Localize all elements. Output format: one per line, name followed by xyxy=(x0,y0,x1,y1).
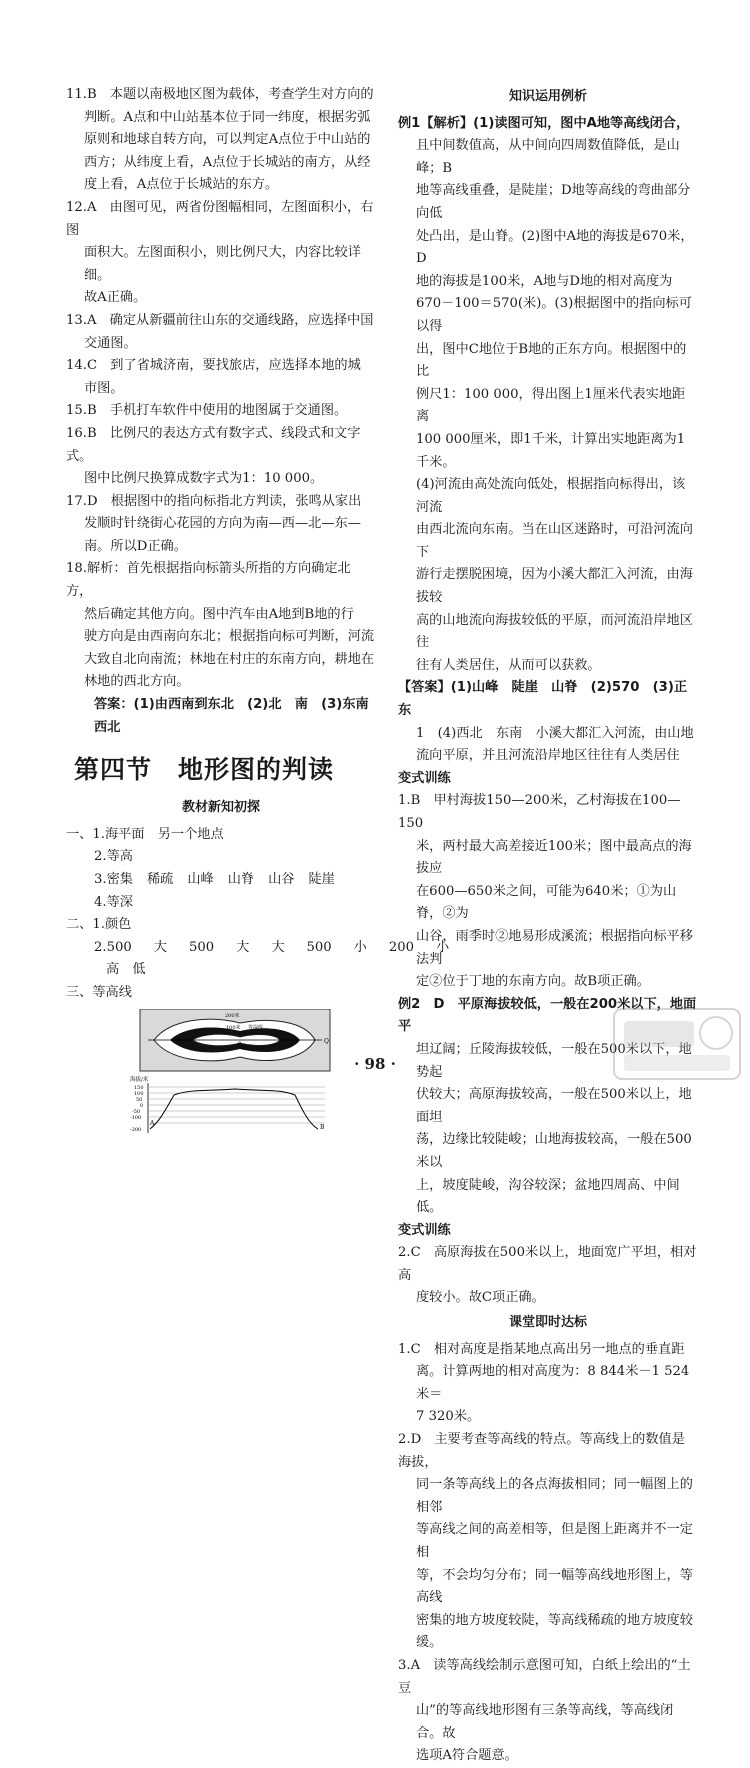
answer-item-line-1: 14.C 到了省城济南，要找旅店，应选择本地的城 xyxy=(66,358,361,374)
class-quiz-item-line-3: 选项A符合题意。 xyxy=(416,1748,518,1764)
class-quiz-item xyxy=(398,1429,698,1655)
drill-2 xyxy=(398,1242,698,1310)
example-1-line-9: 100 000厘米，即1千米，计算出实地距离为1千米。 xyxy=(416,431,686,470)
example-1-line-1: 例1【解析】(1)读图可知，图中A地等高线闭合， xyxy=(398,115,690,131)
example-1-answer-line-3: 流向平原，并且河流沿岸地区往往有人类居住 xyxy=(416,748,680,764)
example-1-line-8: 例尺1：100 000，得出图上1厘米代表实地距离 xyxy=(416,386,686,425)
drill-1-line-1: 1.B 甲村海拔150—200米，乙村海拔在100—150 xyxy=(398,793,681,831)
class-quiz-item-line-1: 3.A 读等高线绘制示意图可知，白纸上绘出的“土豆 xyxy=(398,1657,691,1696)
fig-tick-50: 50 xyxy=(136,1096,143,1103)
example-1-answer-line-2: 1 (4)西北 东南 小溪大都汇入河流，由山地 xyxy=(416,725,694,741)
outline-one-3-e: 山谷 xyxy=(268,872,295,887)
subhead-knowledge: 知识运用例析 xyxy=(508,89,587,104)
outline-two-2b: 高 低 xyxy=(106,962,146,978)
example-2-line-4: 荡，边缘比较陡峻；山地海拔较高，一般在500米以 xyxy=(416,1132,692,1170)
drill-1-line-4: 山谷，雨季时②地易形成溪流；根据指向标平移法判 xyxy=(416,928,693,967)
example-1-answer-line-1: 【答案】(1)山峰 陡崖 山脊 (2)570 (3)正东 xyxy=(398,680,688,719)
watermark-logo xyxy=(612,1007,742,1081)
class-quiz-item xyxy=(398,1655,698,1768)
outline-two-2-h: 200 xyxy=(388,939,415,955)
outline-three: 三、等高线 xyxy=(66,984,132,1000)
answer-item xyxy=(66,84,376,197)
answer-item-line-2: 发顺时针绕街心花园的方向为南—西—北—东— xyxy=(84,516,361,532)
outline-one-3-b: 稀疏 xyxy=(146,872,174,887)
outline-one: 一、1.海平面 另一个地点 xyxy=(66,826,224,842)
example-2-line-1: 例2 D 平原海拔较低，一般在200米以下，地面平 xyxy=(398,996,697,1035)
answer-item-line-4: 西方；从纬度上看，A点位于长城站的南方，从经 xyxy=(84,154,371,170)
class-quiz-item-line-2: 同一条等高线上的各点海拔相同；同一幅图上的相邻 xyxy=(416,1477,693,1515)
fig-axis-title: 海拔/米 xyxy=(130,1076,149,1083)
answer-18-line-1: 答案：(1)由西南到东北 (2)北 南 (3)东南 xyxy=(94,697,369,713)
outline-two: 二、1.颜色 xyxy=(66,917,132,933)
outline-two-2-e: 大 xyxy=(271,939,285,955)
example-1-answer xyxy=(398,677,698,767)
answer-item-line-1: 16.B 比例尺的表达方式有数字式、线段式和文字式。 xyxy=(66,425,361,464)
drill-1-line-3: 在600—650米之间，可能为640米；①为山脊，②为 xyxy=(416,883,677,922)
answer-item-line-1: 17.D 根据图中的指向标指北方判读，张鸣从家出 xyxy=(66,493,362,509)
fig-tick-neg50: -50 xyxy=(132,1108,141,1115)
example-1-line-5: 地的海拔是100米，A地与D地的相对高度为 xyxy=(416,273,673,289)
class-quiz-item-line-2: 离。计算两地的相对高度为：8 844米－1 524米＝ xyxy=(416,1364,690,1402)
drill-1 xyxy=(398,790,698,993)
answer-item-line-1: 13.A 确定从新疆前往山东的交通线路，应选择中国 xyxy=(66,312,374,328)
answer-item-line-5: 度上看，A点位于长城站的东方。 xyxy=(84,177,279,193)
answer-18 xyxy=(66,694,376,739)
answer-item xyxy=(66,310,376,355)
answer-item xyxy=(66,400,376,423)
example-1-line-12: 游行走摆脱困境，因为小溪大都汇入河流，由海拔较 xyxy=(416,567,693,606)
answer-item-line-3: 原则和地球自转方向，可以判定A点位于中山站的 xyxy=(84,132,371,148)
example-2-line-2: 坦辽阔；丘陵海拔较低，一般在500米以下，地势起 xyxy=(416,1041,692,1080)
drill-1-head: 变式训练 xyxy=(398,770,451,786)
class-quiz-item-line-2: 山”的等高线地形图有三条等高线，等高线闭合。故 xyxy=(416,1703,674,1741)
fig-tick-neg100: -100 xyxy=(130,1114,142,1121)
class-quiz-item-line-4: 等，不会均匀分布；同一幅等高线地形图上，等高线 xyxy=(416,1567,693,1606)
answer-item-line-2: 面积大。左图面积小，则比例尺大，内容比较详细。 xyxy=(84,245,361,283)
class-quiz-item-line-3: 等高线之间的高差相等，但是图上距离并不一定相 xyxy=(416,1522,693,1560)
answer-item-line-1: 18.解析：首先根据指向标箭头所指的方向确定北方， xyxy=(66,561,351,600)
outline-two-2-d: 大 xyxy=(236,939,250,955)
example-2-line-3: 伏较大；高原海拔较高，一般在500米以上，地面坦 xyxy=(416,1087,692,1125)
answer-item-line-3: 驶方向是由西南向东北；根据指向标可判断，河流 xyxy=(84,629,375,645)
outline-one-3-d: 山脊 xyxy=(227,872,255,887)
outline-one-3-c: 山峰 xyxy=(187,872,214,887)
answer-item-line-1: 12.A 由图可见，两省份图幅相同，左图面积小，右图 xyxy=(66,199,374,238)
profile-gridlines xyxy=(148,1087,325,1123)
example-1-line-14: 往有人类居住，从而可以获救。 xyxy=(416,657,601,673)
subhead-class: 课堂即时达标 xyxy=(508,1315,587,1331)
class-quiz-item-line-1: 1.C 相对高度是指某地点高出另一地点的垂直距 xyxy=(398,1341,685,1357)
answer-item xyxy=(66,491,376,559)
answer-item-line-3: 故A正确。 xyxy=(84,290,147,306)
outline-two-2-g: 小 xyxy=(353,939,367,955)
fig-tick-150: 150 xyxy=(134,1084,144,1091)
outline-two-2-a: 2.500 xyxy=(94,939,132,955)
drill-1-line-2: 米，两村最大高差接近100米；图中最高点的海拔应 xyxy=(416,838,692,877)
answer-item xyxy=(66,197,376,310)
example-1-line-6: 670－100＝570(米)。(3)根据图中的指向标可以得 xyxy=(416,296,692,334)
outline-two-2-f: 500 xyxy=(306,939,332,955)
answer-item-line-2: 图中比例尺换算成数字式为1：10 000。 xyxy=(84,471,324,487)
example-1-line-3: 地等高线重叠，是陡崖；D地等高线的弯曲部分向低 xyxy=(416,183,691,221)
answer-item-line-2: 市图。 xyxy=(84,380,124,396)
outline-two-2-i: 小 xyxy=(436,939,450,955)
fig-tick-100: 100 xyxy=(134,1090,144,1097)
answer-item xyxy=(66,558,376,694)
example-1-line-11: 由西北流向东南。当在山区迷路时，可沿河流向下 xyxy=(416,522,693,560)
drill-2-line-1: 2.C 高原海拔在500米以上，地面宽广平坦，相对高 xyxy=(398,1245,697,1283)
drill-2-line-2: 度较小。故C项正确。 xyxy=(416,1290,545,1306)
fig-label-isobath: 等深线 xyxy=(248,1024,264,1031)
answer-item xyxy=(66,423,376,491)
section-title: 第四节 地形图的判读 xyxy=(74,755,335,785)
answer-item-line-3: 南。所以D正确。 xyxy=(84,538,187,554)
outline-one-2: 2.等高 xyxy=(94,849,133,865)
fig-label-q: Q xyxy=(324,1037,329,1045)
outline-two-2-b: 大 xyxy=(153,939,167,955)
fig-tick-0: 0 xyxy=(140,1102,144,1109)
section-subhead: 教材新知初探 xyxy=(181,800,260,816)
fig-label-b: B xyxy=(320,1123,325,1131)
outline-one-3 xyxy=(66,869,376,892)
answer-item-line-2: 判断。A点和中山站基本位于同一纬度，根据劣弧 xyxy=(84,109,371,125)
answer-item-line-5: 林地的西北方向。 xyxy=(84,674,190,690)
outline-two-2 xyxy=(66,937,450,960)
example-1-line-4: 处凸出，是山脊。(2)图中A地的海拔是670米，D xyxy=(416,228,694,267)
right-column xyxy=(398,84,698,1768)
answer-item-line-1: 11.B 本题以南极地区图为载体，考查学生对方向的 xyxy=(66,87,374,102)
drill-1-line-5: 定②位于丁地的东南方向。故B项正确。 xyxy=(416,974,650,990)
drill-2-head: 变式训练 xyxy=(398,1222,451,1238)
example-1-line-2: 且中间数值高，从中间向四周数值降低，是山峰；B xyxy=(416,138,680,176)
class-quiz-item-line-3: 7 320米。 xyxy=(416,1409,481,1425)
example-2-line-5: 上，坡度陡峻，沟谷较深；盆地四周高、中间低。 xyxy=(416,1177,680,1216)
class-quiz-item xyxy=(398,1339,698,1429)
outline-one-4: 4.等深 xyxy=(94,894,133,910)
outline-one-3-f: 陡崖 xyxy=(308,872,335,887)
answer-item-line-1: 15.B 手机打车软件中使用的地图属于交通图。 xyxy=(66,403,348,419)
answer-item-line-2: 然后确定其他方向。图中汽车由A地到B地的行 xyxy=(84,606,354,622)
page-number: · 98 · xyxy=(354,1055,396,1073)
example-1-line-7: 出，图中C地位于B地的正东方向。根据图中的比 xyxy=(416,341,687,380)
example-1 xyxy=(398,113,698,678)
example-1-line-13: 高的山地流向海拔较低的平原，而河流沿岸地区往 xyxy=(416,612,693,651)
fig-tick-neg200: -200 xyxy=(130,1126,142,1133)
class-quiz-item-line-5: 密集的地方坡度较陡，等高线稀疏的地方坡度较缓。 xyxy=(416,1612,693,1651)
answer-item-line-4: 大致自北向南流；林地在村庄的东南方向，耕地在 xyxy=(84,651,375,667)
outline-two-2-c: 500 xyxy=(188,939,215,955)
fig-label-100: 100米 xyxy=(226,1024,241,1031)
class-quiz-item-line-1: 2.D 主要考查等高线的特点。等高线上的数值是海拔， xyxy=(398,1432,685,1470)
answer-list-left xyxy=(66,84,376,694)
fig-label-0: 0 xyxy=(238,1040,242,1047)
answer-item xyxy=(66,355,376,400)
answer-item-line-2: 交通图。 xyxy=(84,335,137,351)
class-quiz xyxy=(398,1339,698,1768)
answer-18-line-2: 西北 xyxy=(94,719,121,735)
fig-label-200: 200米 xyxy=(225,1012,240,1019)
example-1-line-10: (4)河流由高处流向低处，根据指向标得出，该河流 xyxy=(416,477,686,515)
fig-label-a: A xyxy=(150,1119,155,1127)
outline-one-3-a: 3.密集 xyxy=(94,872,133,887)
